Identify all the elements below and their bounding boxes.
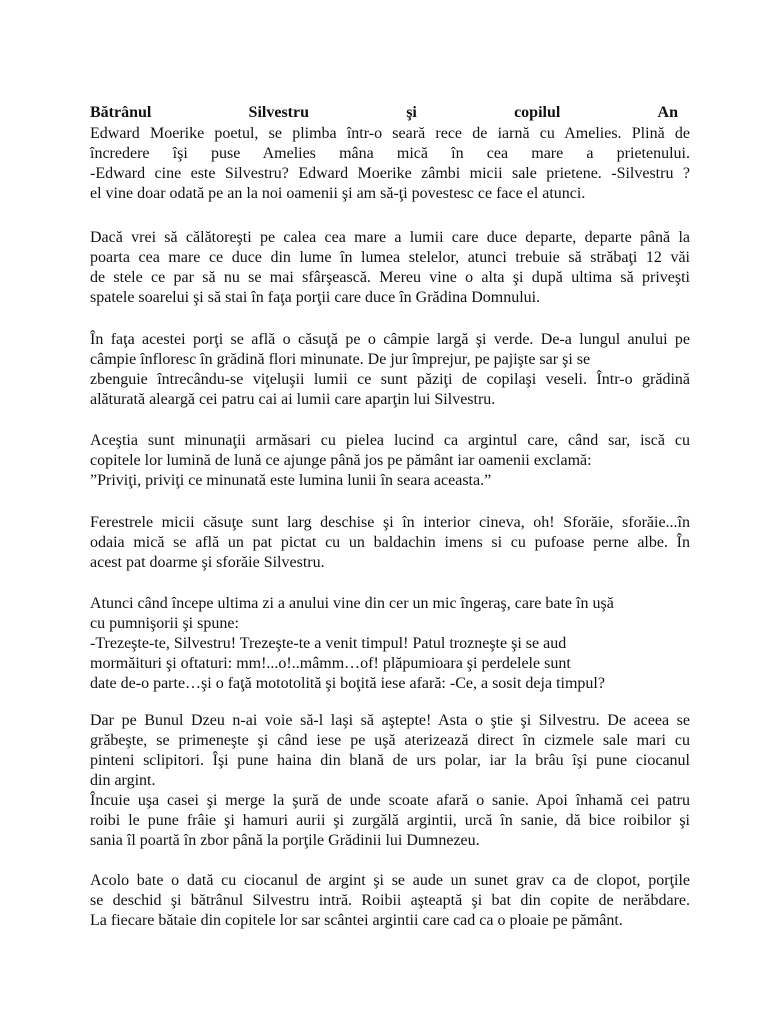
text-line: grăbeşte, se primeneşte şi când iese pe uşă aterizează direct în cizmele sale mari cu: [90, 732, 690, 749]
text-line: roibi le pune frâie şi hamuri aurii şi zurgălă argintii, urcă în sanie, dă bice roibilor şi: [90, 812, 690, 829]
text-line: date de-o parte…şi o faţă mototolită şi boţită iese afară: -Ce, a sosit deja timpul?: [90, 675, 605, 692]
text-line: Dacă vrei să călătoreşti pe calea cea mare a lumii care duce departe, departe până la: [90, 229, 690, 246]
paragraph-3: [90, 330, 690, 410]
title-word: Bătrânul: [90, 104, 152, 121]
text-line: sania îl poartă în zbor până la porţile Grădinii lui Dumnezeu.: [90, 832, 480, 849]
text-line: spatele soarelui şi să stai în faţa porţii care duce în Grădina Domnului.: [90, 289, 541, 306]
paragraph-4: [90, 431, 690, 491]
text-line: se deschid şi bătrânul Silvestru intră. Roibii aşteaptă şi bat din copite de nerăbdare.: [90, 892, 690, 909]
document-title: [90, 103, 678, 123]
paragraph-7: [90, 711, 690, 851]
text-line: copitele lor lumină de lună ce ajunge până jos pe pământ iar oamenii exclamă:: [90, 452, 592, 469]
paragraph-5: [90, 513, 690, 573]
text-line: el vine doar odată pe an la noi oamenii şi am să-ţi povestesc ce face el atunci.: [90, 185, 586, 202]
title-word: copilul: [514, 104, 561, 121]
text-line: poarta cea mare ce duce din lume în lumea stelelor, atunci trebuie să străbaţi 12 văi: [90, 249, 690, 266]
text-line: mormăituri şi oftaturi: mm!...o!..mâmm…of! plăpumioara şi perdelele sunt: [90, 655, 571, 672]
text-line: de stele ce par să nu se mai sfârşească. Mereu vine o alta şi după ultima să priveşti: [90, 269, 690, 286]
paragraph-1: [90, 124, 690, 204]
text-line: ”Priviţi, priviţi ce minunată este lumina lunii în seara aceasta.”: [90, 472, 492, 489]
text-line: -Edward cine este Silvestru? Edward Moerike zâmbi micii sale prietene. -Silvestru ?: [90, 165, 690, 182]
text-line: acest pat doarme şi sforăie Silvestru.: [90, 554, 325, 571]
text-line: -Trezeşte-te, Silvestru! Trezeşte-te a venit timpul! Patul trozneşte şi se aud: [90, 635, 567, 652]
paragraph-8: [90, 871, 690, 931]
text-line: Edward Moerike poetul, se plimba într-o seară rece de iarnă cu Amelies. Plină de: [90, 125, 690, 142]
text-line: Ferestrele micii căsuţe sunt larg deschise şi în interior cineva, oh! Sforăie, sforăie...în: [90, 514, 690, 531]
text-line: Aceştia sunt minunaţii armăsari cu pielea lucind ca argintul care, când sar, iscă cu: [90, 432, 690, 449]
text-line: La fiecare bătaie din copitele lor sar scântei argintii care cad ca o ploaie pe pământ.: [90, 912, 623, 929]
text-line: Atunci când începe ultima zi a anului vine din cer un mic îngeraş, care bate în uşă: [90, 595, 614, 612]
paragraph-6: [90, 594, 690, 694]
text-line: încredere îşi puse Amelies mâna mică în cea mare a prietenului.: [90, 145, 690, 162]
title-word: Silvestru: [248, 104, 309, 121]
text-line: din argint.: [90, 772, 156, 789]
text-line: Încuie uşa casei şi merge la şură de unde scoate afară o sanie. Apoi înhamă cei patru: [90, 792, 690, 809]
text-line: câmpie înfloresc în grădină flori minunate. De jur împrejur, pe pajişte sar şi se: [90, 351, 591, 368]
text-line: alăturată aleargă cei patru cai ai lumii care aparţin lui Silvestru.: [90, 391, 496, 408]
title-word: şi: [406, 104, 417, 121]
text-line: cu pumnişorii şi spune:: [90, 615, 239, 632]
text-line: În faţa acestei porţi se află o căsuţă pe o câmpie largă şi verde. De-a lungul anului pe: [90, 331, 690, 348]
paragraph-2: [90, 228, 690, 308]
text-line: pinteni sclipitori. Îşi pune haina din blană de urs polar, iar la brâu îşi pune ciocanul: [90, 752, 690, 769]
text-line: Dar pe Bunul Dzeu n-ai voie să-l laşi să aştepte! Asta o ştie şi Silvestru. De aceea se: [90, 712, 690, 729]
text-line: odaia mică se află un pat pictat cu un baldachin imens si cu pufoase perne albe. În: [90, 534, 690, 551]
title-word: An: [657, 104, 678, 121]
text-line: zbenguie întrecându-se viţeluşii lumii ce sunt păziţi de copilaşi veseli. Într-o grădină: [90, 371, 690, 388]
text-line: Acolo bate o dată cu ciocanul de argint şi se aude un sunet grav ca de clopot, porţile: [90, 872, 690, 889]
